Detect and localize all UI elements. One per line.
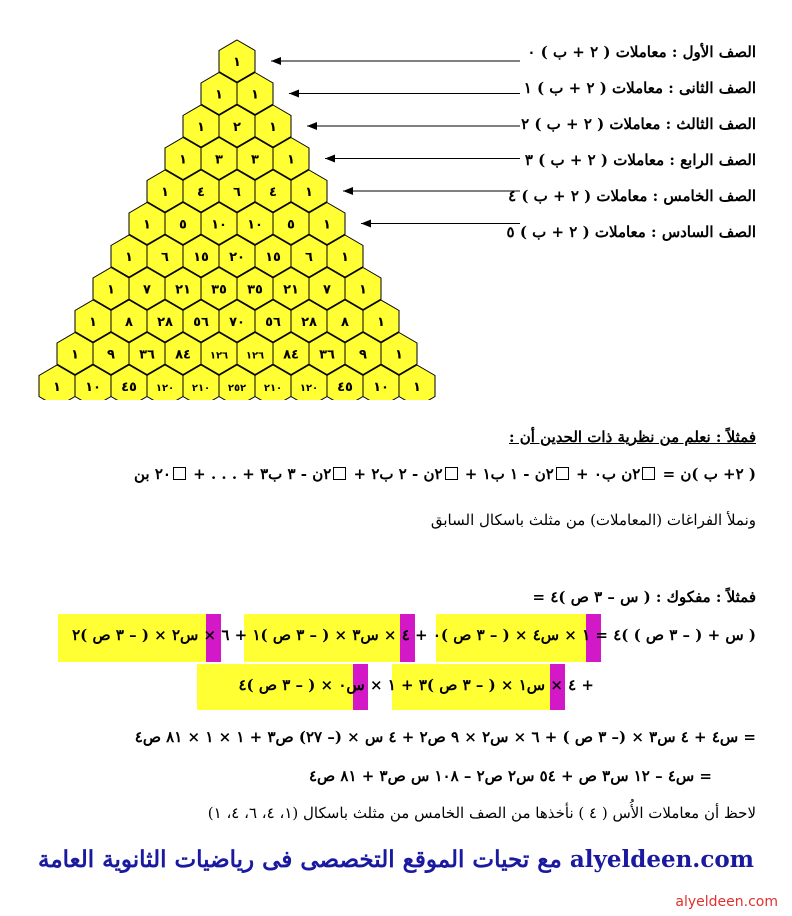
pascal-value: ٨٤ — [283, 347, 299, 363]
pascal-value: ١ — [413, 380, 421, 395]
example2-heading: فمثلاً : مفكوك : ( س – ٣ ص )٤ = — [532, 588, 756, 606]
pascal-value: ١٠ — [373, 380, 389, 395]
term-1: × س٤ × ( – ٣ ص )٠ + — [415, 626, 577, 644]
pascal-value: ٥ — [287, 217, 295, 233]
pascal-value: ٢٨ — [157, 315, 173, 330]
pascal-value: ٦ — [233, 185, 241, 200]
blank-box — [333, 467, 346, 480]
example2-note: لاحظ أن معاملات الأُس ( ٤ ) نأخذها من الصف الخامس من مثلث باسكال (١، ٤، ٦، ٤، ١) — [207, 804, 756, 822]
pascal-value: ١٠ — [85, 380, 101, 395]
arrow-head — [325, 155, 335, 163]
term-4: × س١ × ( – ٣ ص )٣ + — [401, 676, 563, 694]
pascal-value: ١ — [359, 282, 367, 298]
coef-1b: ١ — [387, 676, 396, 694]
pascal-value: ٥٦ — [265, 315, 281, 330]
pascal-value: ٥ — [179, 217, 187, 233]
formula-term-1: ٢ن - ١ ب١ + — [464, 465, 554, 483]
arrow-head — [289, 90, 299, 98]
blank-box — [445, 467, 458, 480]
row-label-4: الصف الرابع : معاملات ( ٢ + ب ) ٣ — [524, 151, 756, 169]
pascal-value: ١ — [179, 152, 187, 168]
blank-box — [556, 467, 569, 480]
pascal-value: ٢١ — [175, 282, 191, 298]
pascal-value: ١ — [161, 185, 169, 200]
pascal-value: ٣٥ — [211, 282, 227, 298]
pascal-value: ١ — [377, 315, 385, 330]
pascal-value: ١ — [197, 120, 205, 135]
blank-box — [642, 467, 655, 480]
pascal-value: ١٥ — [265, 250, 281, 265]
pascal-value: ١ — [143, 217, 151, 233]
arrow-head — [271, 57, 281, 65]
pascal-value: ١ — [341, 250, 349, 265]
pascal-value: ١ — [251, 87, 259, 103]
pascal-value: ٤٥ — [337, 380, 353, 395]
term-5: × س٠ × ( – ٣ ص )٤ — [238, 676, 383, 694]
pascal-value: ٢ — [233, 120, 241, 135]
formula-term-4: ٢٠ بن — [133, 465, 171, 483]
pascal-value: ٩ — [107, 347, 115, 363]
pascal-value: ١ — [215, 87, 223, 103]
pascal-value: ٧٠ — [229, 315, 245, 330]
pascal-value: ٣ — [215, 152, 223, 168]
pascal-value: ١ — [53, 380, 61, 395]
pascal-value: ٢٨ — [301, 315, 317, 330]
pascal-value: ١ — [125, 250, 133, 265]
pascal-value: ٤ — [197, 185, 205, 200]
pascal-value: ٣٦ — [319, 347, 335, 363]
formula-term-3: ٢ن - ٣ ب٣ + . . . + — [193, 465, 332, 483]
pascal-value: ١ — [107, 282, 115, 298]
plus-sign: + — [581, 676, 594, 694]
pascal-value: ٢١٠ — [191, 383, 211, 394]
pascal-value: ٣٥ — [247, 282, 263, 298]
watermark: alyeldeen.com — [675, 894, 778, 910]
expansion-row-2 — [238, 676, 594, 694]
term-3: × س٢ × ( – ٣ ص )٢ — [72, 626, 217, 644]
formula-term-0: ٢ن ب٠ + — [576, 465, 641, 483]
pascal-value: ٢١٠ — [263, 383, 283, 394]
formula-term-2: ٢ن - ٢ ب٢ + — [353, 465, 443, 483]
footer-greeting: مع تحيات الموقع التخصصى فى رياضيات الثانوية العامة — [37, 846, 562, 873]
pascal-value: ١ — [395, 347, 403, 363]
pascal-value: ١٥ — [193, 250, 209, 265]
row-label-3: الصف الثالث : معاملات ( ٢ + ب ) ٢ — [521, 115, 756, 133]
pascal-value: ١ — [305, 185, 313, 200]
blank-box — [173, 467, 186, 480]
example1-note: ونملأ الفراغات (المعاملات) من مثلث باسكال السابق — [430, 511, 756, 529]
row-label-2: الصف الثانى : معاملات ( ٢ + ب ) ١ — [523, 79, 756, 97]
expansion-lhs: ( س + ( – ٣ ص ) )٤ = — [595, 626, 756, 644]
pascal-value: ١٢٦ — [209, 350, 229, 362]
pascal-value: ٤ — [269, 185, 277, 200]
pascal-value: ١ — [71, 347, 79, 363]
pascal-value: ١٠ — [211, 217, 227, 233]
pascal-value: ٧ — [323, 282, 331, 298]
pascal-value: ٧ — [143, 282, 151, 298]
pascal-value: ١٢٠ — [155, 383, 175, 394]
coef-4: ٤ — [401, 626, 410, 644]
expansion-step-4: = س٤ – ١٢ س٣ ص + ٥٤ س٢ ص٢ – ١٠٨ س ص٣ + ٨١ ص٤ — [308, 767, 712, 785]
pascal-value: ١ — [89, 315, 97, 330]
pascal-value: ٦ — [305, 250, 313, 265]
pascal-value: ١٠ — [247, 217, 263, 233]
pascal-value: ٩ — [359, 347, 367, 363]
row-label-6: الصف السادس : معاملات ( ٢ + ب ) ٥ — [506, 223, 756, 241]
expansion-step-3: = س٤ + ٤ س٣ × (– ٣ ص ) + ٦ × س٢ × ٩ ص٢ + ٤ س × (– ٢٧) ص٣ + ١ × ١ × ٨١ ص٤ — [134, 728, 756, 746]
pascal-value: ١ — [323, 217, 331, 233]
pascal-value: ١٢٠ — [299, 383, 319, 394]
pascal-value: ١٢٦ — [245, 350, 265, 362]
pascal-value: ١ — [287, 152, 295, 168]
pascal-value: ٤٥ — [121, 380, 137, 395]
coef-4b: ٤ — [568, 676, 577, 694]
pascal-value: ٢٥٢ — [227, 383, 247, 394]
arrow-head — [343, 187, 353, 195]
pascal-value: ٣٦ — [139, 347, 155, 363]
pascal-value: ٨ — [341, 315, 349, 330]
coef-6: ٦ — [221, 626, 230, 644]
pascal-value: ١ — [233, 55, 241, 70]
formula-lhs: ( ٢+ ب )ن = — [662, 465, 756, 483]
row-label-1: الصف الأول : معاملات ( ٢ + ب ) ٠ — [527, 43, 756, 61]
pascal-value: ١ — [269, 120, 277, 135]
pascal-value: ٣ — [251, 152, 259, 168]
term-2: × س٣ × ( – ٣ ص )١ + — [234, 626, 397, 644]
coef-1: ١ — [582, 626, 591, 644]
example1-heading: فمثلاً : نعلم من نظرية ذات الحدين أن : — [509, 428, 756, 446]
arrow-head — [361, 220, 371, 228]
pascal-value: ٢١ — [283, 282, 299, 298]
pascal-value: ٨ — [125, 315, 133, 330]
pascal-value: ٦ — [161, 250, 169, 265]
binomial-formula — [134, 465, 756, 483]
expansion-row-1 — [72, 626, 756, 644]
pascal-value: ٨٤ — [175, 347, 191, 363]
row-label-5: الصف الخامس : معاملات ( ٢ + ب ) ٤ — [508, 187, 756, 205]
pascal-value: ٥٦ — [193, 315, 209, 330]
arrow-head — [307, 122, 317, 130]
footer-site[interactable]: alyeldeen.com — [569, 846, 754, 873]
pascal-value: ٢٠ — [229, 250, 245, 265]
footer-banner — [0, 846, 792, 873]
